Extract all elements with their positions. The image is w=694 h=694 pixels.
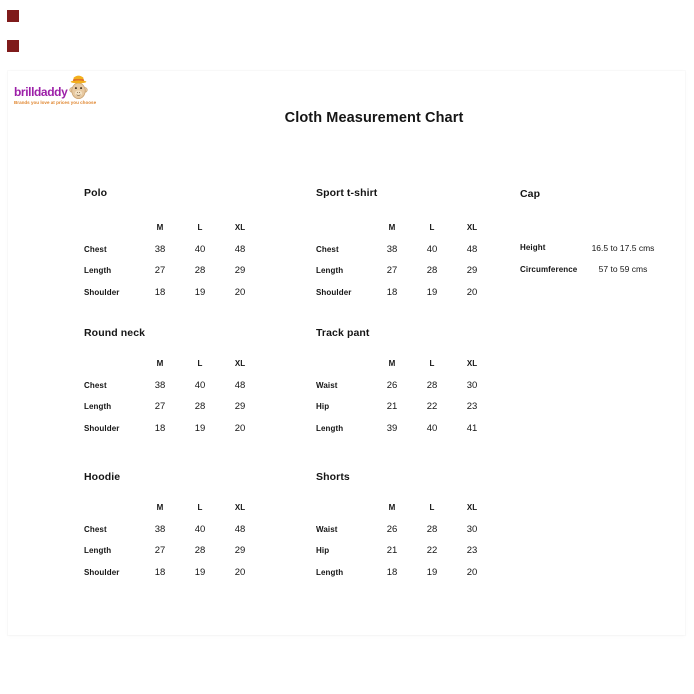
measure-row <box>84 375 260 397</box>
row-label: Chest <box>316 244 339 254</box>
value-cell: 23 <box>466 401 478 413</box>
size-table <box>84 217 260 303</box>
row-label: Chest <box>84 380 107 390</box>
header-row <box>84 217 260 239</box>
size-col-header: XL <box>234 503 246 513</box>
measure-row <box>84 418 260 440</box>
size-col-header: L <box>197 503 203 513</box>
value-cell: 20 <box>466 566 478 578</box>
header-row <box>316 217 492 239</box>
measure-row <box>84 239 260 261</box>
size-col-header: XL <box>466 223 478 233</box>
value-cell: 48 <box>234 523 246 535</box>
page-title: Cloth Measurement Chart <box>284 110 464 126</box>
measure-row <box>316 396 492 418</box>
value-cell: 26 <box>386 523 398 535</box>
row-label: Length <box>316 266 344 276</box>
row-label: Length <box>316 423 344 433</box>
value-cell: 20 <box>234 422 246 434</box>
measure-row <box>84 540 260 562</box>
value-cell: 18 <box>386 566 398 578</box>
size-table <box>316 353 492 439</box>
value-cell: 38 <box>154 243 166 255</box>
row-label: Length <box>316 567 344 577</box>
value-cell: 40 <box>426 243 438 255</box>
row-label: Shoulder <box>84 567 120 577</box>
measure-row <box>520 259 658 281</box>
value-cell: 20 <box>466 286 478 298</box>
value-cell: 38 <box>154 379 166 391</box>
monkey-with-hat-icon <box>68 74 89 101</box>
value-cell: 39 <box>386 422 398 434</box>
value-cell: 22 <box>426 401 438 413</box>
value-cell: 48 <box>466 243 478 255</box>
value-cell: 20 <box>234 286 246 298</box>
header-row <box>84 497 260 519</box>
row-label: Shoulder <box>84 287 120 297</box>
row-label: Length <box>84 266 112 276</box>
value-cell: 29 <box>234 265 246 277</box>
header-row <box>316 497 492 519</box>
measure-row <box>316 282 492 304</box>
value-cell: 28 <box>194 545 206 557</box>
value-cell: 29 <box>234 401 246 413</box>
brand-logo-row <box>14 75 158 98</box>
brand-name: brilldaddy <box>14 85 68 99</box>
value-cell: 40 <box>194 379 206 391</box>
row-label: Height <box>520 243 546 253</box>
size-table <box>316 497 492 583</box>
value-cell: 40 <box>426 422 438 434</box>
size-col-header: M <box>156 359 164 369</box>
section-hoodie <box>84 471 260 583</box>
measure-row <box>316 519 492 541</box>
size-col-header: XL <box>234 223 246 233</box>
value-cell: 19 <box>194 286 206 298</box>
value-cell: 27 <box>386 265 398 277</box>
measure-row <box>316 418 492 440</box>
measure-row <box>316 260 492 282</box>
section-shorts <box>316 471 492 583</box>
brand-tagline: Brands you love at prices you choose <box>14 100 97 106</box>
measure-row <box>84 260 260 282</box>
value-cell: 19 <box>194 566 206 578</box>
value-cell: 40 <box>194 243 206 255</box>
row-label: Waist <box>316 380 338 390</box>
value-cell: 19 <box>426 286 438 298</box>
corner-marker <box>7 40 19 52</box>
section-sport-t-shirt <box>316 187 492 303</box>
value-cell: 40 <box>194 523 206 535</box>
section-title: Sport t-shirt <box>316 187 378 199</box>
value-cell: 22 <box>426 545 438 557</box>
measure-row <box>316 562 492 584</box>
measure-row <box>84 396 260 418</box>
section-title: Polo <box>84 187 108 199</box>
size-table <box>84 353 260 439</box>
section-cap <box>520 188 658 280</box>
section-title: Hoodie <box>84 471 121 483</box>
value-cell: 41 <box>466 422 478 434</box>
row-label: Length <box>84 402 112 412</box>
row-label: Chest <box>84 244 107 254</box>
value-cell: 27 <box>154 545 166 557</box>
size-col-header: L <box>197 359 203 369</box>
size-table <box>316 217 492 303</box>
size-col-header: M <box>388 359 396 369</box>
size-col-header: L <box>197 223 203 233</box>
value-cell: 28 <box>194 401 206 413</box>
value-cell: 28 <box>194 265 206 277</box>
size-col-header: M <box>388 223 396 233</box>
value-cell: 19 <box>194 422 206 434</box>
value-cell: 18 <box>154 566 166 578</box>
value-cell: 21 <box>386 401 398 413</box>
value-cell: 48 <box>234 379 246 391</box>
value-cell: 38 <box>386 243 398 255</box>
row-label: Hip <box>316 546 330 556</box>
measure-row <box>84 282 260 304</box>
section-polo <box>84 187 260 303</box>
measure-row <box>316 375 492 397</box>
measure-row <box>84 562 260 584</box>
measure-row <box>316 540 492 562</box>
value-cell: 48 <box>234 243 246 255</box>
value-cell: 18 <box>386 286 398 298</box>
size-col-header: L <box>429 503 435 513</box>
value-cell: 38 <box>154 523 166 535</box>
size-col-header: M <box>388 503 396 513</box>
section-title: Round neck <box>84 327 146 339</box>
value-cell: 26 <box>386 379 398 391</box>
section-title: Track pant <box>316 327 370 339</box>
value-cell: 29 <box>466 265 478 277</box>
row-label: Chest <box>84 524 107 534</box>
size-col-header: XL <box>466 503 478 513</box>
value-cell: 28 <box>426 265 438 277</box>
measure-row <box>84 519 260 541</box>
value-cell: 21 <box>386 545 398 557</box>
value-cell: 57 to 59 cms <box>598 264 648 275</box>
section-title: Shorts <box>316 471 350 483</box>
measure-row <box>316 239 492 261</box>
size-col-header: L <box>429 359 435 369</box>
value-cell: 29 <box>234 545 246 557</box>
size-col-header: XL <box>234 359 246 369</box>
size-col-header: L <box>429 223 435 233</box>
header-row <box>316 353 492 375</box>
value-cell: 16.5 to 17.5 cms <box>591 242 655 253</box>
value-cell: 27 <box>154 265 166 277</box>
value-cell: 28 <box>426 379 438 391</box>
brand-logo[interactable] <box>14 75 158 109</box>
value-cell: 28 <box>426 523 438 535</box>
row-label: Length <box>84 546 112 556</box>
value-cell: 23 <box>466 545 478 557</box>
value-cell: 30 <box>466 523 478 535</box>
pair-table <box>520 237 658 280</box>
size-table <box>84 497 260 583</box>
row-label: Shoulder <box>84 423 120 433</box>
size-col-header: M <box>156 503 164 513</box>
row-label: Waist <box>316 524 338 534</box>
value-cell: 18 <box>154 422 166 434</box>
header-row <box>84 353 260 375</box>
section-track-pant <box>316 327 492 439</box>
row-label: Circumference <box>520 264 578 274</box>
measure-row <box>520 237 658 259</box>
corner-marker <box>7 10 19 22</box>
value-cell: 19 <box>426 566 438 578</box>
size-col-header: XL <box>466 359 478 369</box>
size-col-header: M <box>156 223 164 233</box>
section-round-neck <box>84 327 260 439</box>
row-label: Shoulder <box>316 287 352 297</box>
row-label: Hip <box>316 402 330 412</box>
value-cell: 20 <box>234 566 246 578</box>
value-cell: 30 <box>466 379 478 391</box>
value-cell: 27 <box>154 401 166 413</box>
value-cell: 18 <box>154 286 166 298</box>
section-title: Cap <box>520 188 541 200</box>
